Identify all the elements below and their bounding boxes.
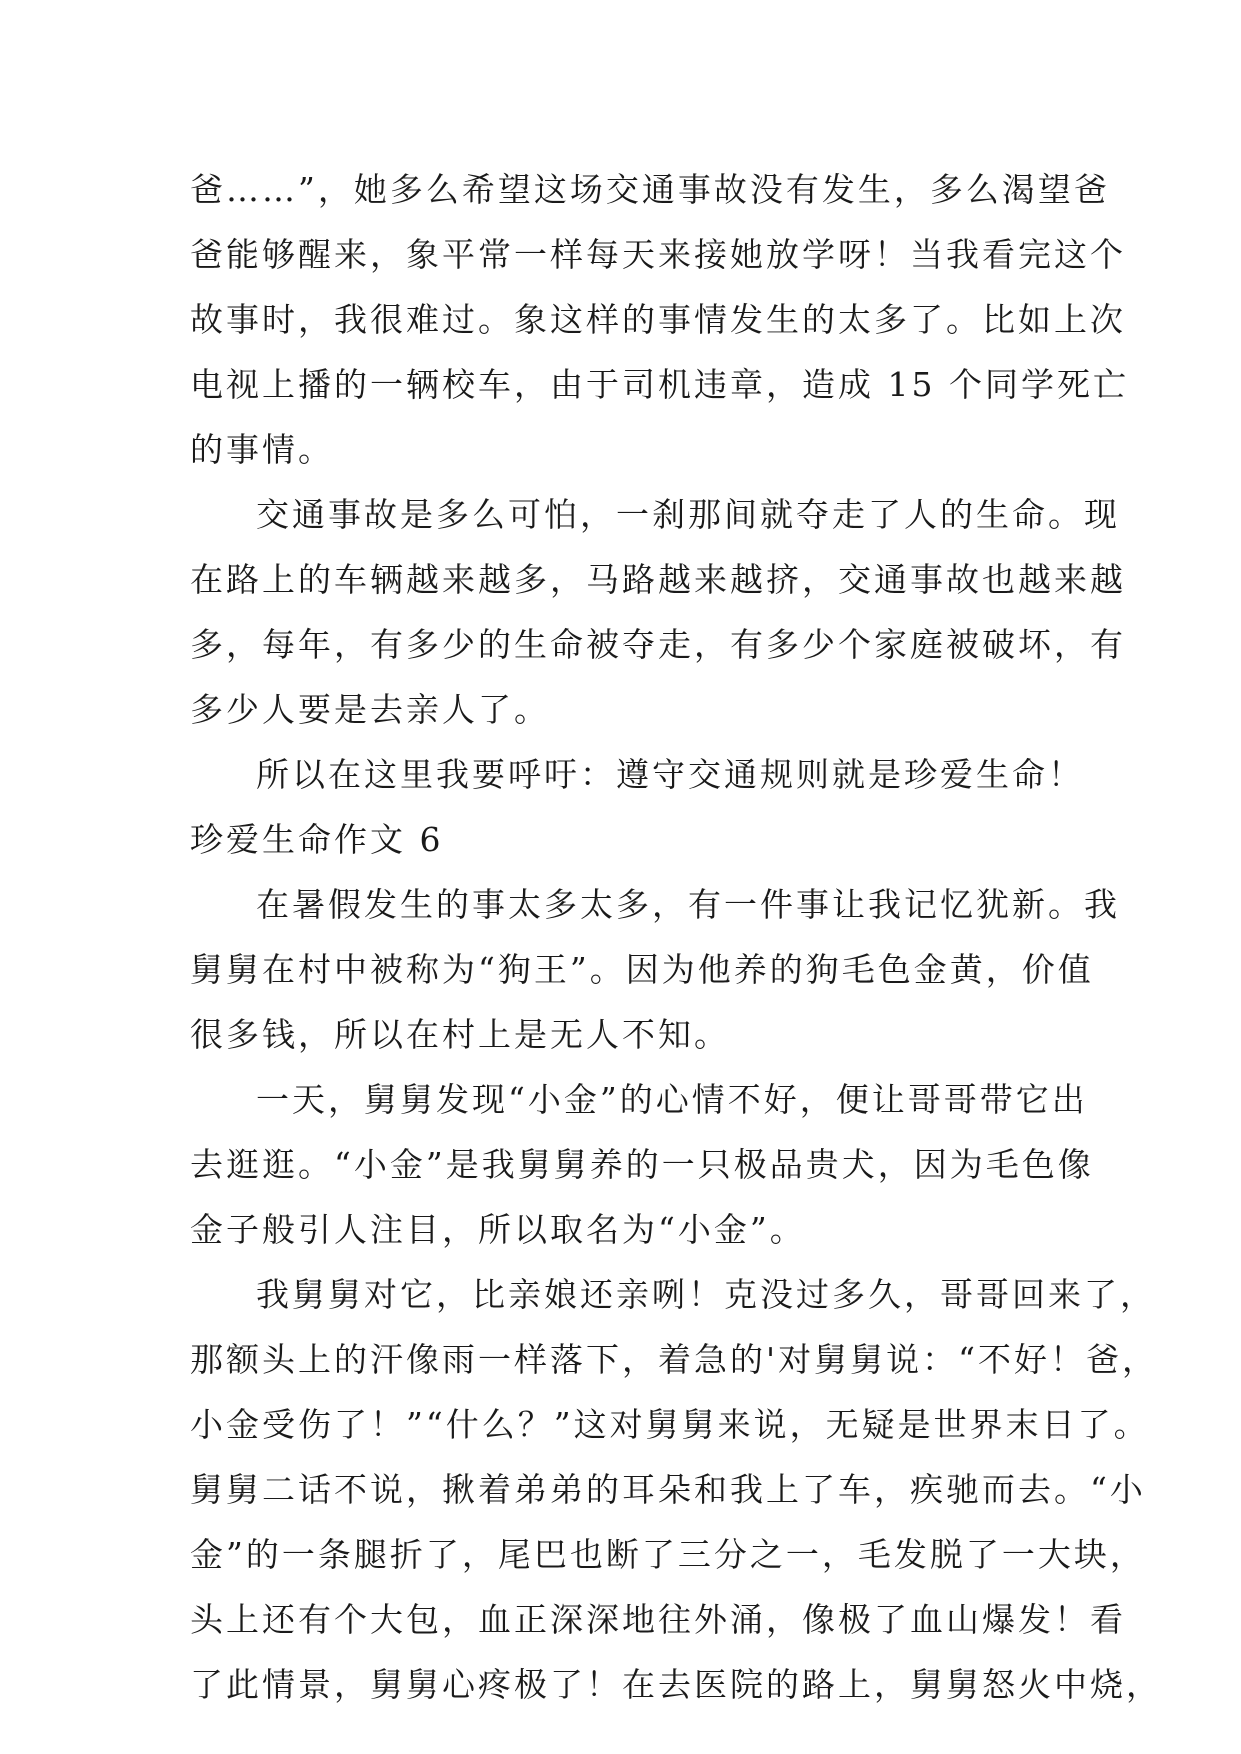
paragraph-first-line: 一天，舅舅发现“小金”的心情不好，便让哥哥带它出 bbox=[256, 1080, 1088, 1119]
text-line: 多，每年，有多少的生命被夺走，有多少个家庭被破坏，有 bbox=[190, 625, 1126, 664]
section-heading: 珍爱生命作文 6 bbox=[190, 820, 444, 859]
paragraph-first-line: 所以在这里我要呼吁：遵守交通规则就是珍爱生命！ bbox=[256, 755, 1084, 794]
text-line: 多少人要是去亲人了。 bbox=[190, 690, 550, 729]
text-line: 爸能够醒来，象平常一样每天来接她放学呀！当我看完这个 bbox=[190, 235, 1126, 274]
text-line: 金子般引人注目，所以取名为“小金”。 bbox=[190, 1210, 806, 1249]
text-line: 在路上的车辆越来越多，马路越来越挤，交通事故也越来越 bbox=[190, 560, 1126, 599]
text-line: 金”的一条腿折了，尾巴也断了三分之一，毛发脱了一大块， bbox=[190, 1535, 1146, 1574]
text-line: 舅舅在村中被称为“狗王”。因为他养的狗毛色金黄，价值 bbox=[190, 950, 1094, 989]
paragraph-first-line: 在暑假发生的事太多太多，有一件事让我记忆犹新。我 bbox=[256, 885, 1120, 924]
text-line: 那额头上的汗像雨一样落下，着急的'对舅舅说：“不好！爸， bbox=[190, 1340, 1158, 1379]
text-line: 很多钱，所以在村上是无人不知。 bbox=[190, 1015, 730, 1054]
text-line: 电视上播的一辆校车，由于司机违章，造成 15 个同学死亡 bbox=[190, 365, 1129, 404]
text-line: 的事情。 bbox=[190, 430, 334, 469]
text-line: 舅舅二话不说，揪着弟弟的耳朵和我上了车，疾驰而去。“小 bbox=[190, 1470, 1146, 1509]
text-line: 了此情景，舅舅心疼极了！在去医院的路上，舅舅怒火中烧， bbox=[190, 1665, 1162, 1704]
document-body bbox=[190, 164, 1162, 1724]
text-line: 头上还有个大包，血正深深地往外涌，像极了血山爆发！看 bbox=[190, 1600, 1126, 1639]
text-line: 去逛逛。“小金”是我舅舅养的一只极品贵犬，因为毛色像 bbox=[190, 1145, 1094, 1184]
text-line: 爸……”，她多么希望这场交通事故没有发生，多么渴望爸 bbox=[190, 170, 1110, 209]
paragraph-first-line: 我舅舅对它，比亲娘还亲咧！克没过多久，哥哥回来了， bbox=[256, 1275, 1156, 1314]
text-line: 小金受伤了！”“什么？”这对舅舅来说，无疑是世界末日了。 bbox=[190, 1405, 1150, 1444]
paragraph-first-line: 交通事故是多么可怕，一刹那间就夺走了人的生命。现 bbox=[256, 495, 1120, 534]
text-line: 故事时，我很难过。象这样的事情发生的太多了。比如上次 bbox=[190, 300, 1126, 339]
